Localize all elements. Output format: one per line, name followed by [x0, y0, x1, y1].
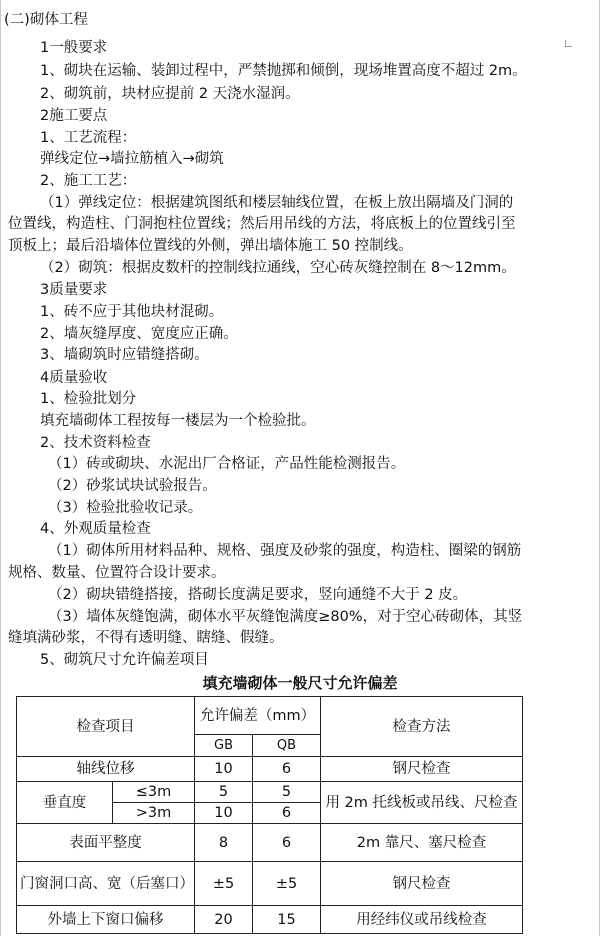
cell-qb: 6 [253, 824, 321, 862]
text-line: 2施工要点 [40, 108, 108, 124]
cell-method: 钢尺检查 [321, 757, 523, 782]
text-line: 缝填满砂浆，不得有透明缝、瞎缝、假缝。 [8, 630, 284, 646]
text-line: 1、砌块在运输、装卸过程中，严禁抛掷和倾倒，现场堆置高度不超过 2m。 [40, 63, 527, 79]
text-line: （3）检验批验收记录。 [48, 500, 203, 516]
header-gb: GB [195, 735, 253, 757]
cell-qb: 15 [253, 906, 321, 934]
text-line: 1、检验批划分 [40, 391, 137, 407]
cell-gb: 20 [195, 906, 253, 934]
cell-item: 门窗洞口高、宽（后塞口） [17, 862, 195, 906]
text-line: 2、砌筑前，块材应提前 2 天浇水湿润。 [40, 86, 300, 102]
text-line: 1一般要求 [40, 40, 108, 56]
text-line: 3、墙砌筑时应错缝搭砌。 [40, 347, 209, 363]
text-line: （2）砌块错缝搭接，搭砌长度满足要求，竖向通缝不大于 2 皮。 [48, 587, 468, 603]
cell-method: 用经纬仪或吊线检查 [321, 906, 523, 934]
cell-qb: 6 [253, 757, 321, 782]
text-line: （1）弹线定位：根据建筑图纸和楼层轴线位置，在板上放出隔墙及门洞的 [40, 195, 514, 211]
cell-gb: 10 [195, 757, 253, 782]
text-line: 顶板上；最后沿墙体位置线的外侧，弹出墙体施工 50 控制线。 [8, 238, 413, 254]
text-line: （3）墙体灰缝饱满，砌体水平灰缝饱满度≥80%，对于空心砖砌体，其竖 [48, 609, 523, 625]
text-line: 5、砌筑尺寸允许偏差项目 [40, 652, 209, 668]
header-item: 检查项目 [17, 697, 195, 757]
cell-gb: 5 [195, 782, 253, 803]
cell-subitem: >3m [113, 803, 195, 824]
cell-qb: 6 [253, 803, 321, 824]
text-line: 规格、数量、位置符合设计要求。 [8, 565, 226, 581]
cell-subitem: ≤3m [113, 782, 195, 803]
table-header-row [17, 697, 523, 735]
table-row [17, 906, 523, 934]
cell-method: 用 2m 托线板或吊线、尺检查 [321, 782, 523, 824]
section-title: (二)砌体工程 [4, 12, 88, 28]
header-qb: QB [253, 735, 321, 757]
table-row [17, 782, 523, 803]
cell-gb: 10 [195, 803, 253, 824]
text-line: 1、工艺流程： [40, 130, 137, 146]
table-row [17, 824, 523, 862]
text-line: （2）砂浆试块试验报告。 [48, 478, 217, 494]
text-line: （1）砌体所用材料品种、规格、强度及砂浆的强度，构造柱、圈梁的钢筋 [48, 543, 522, 559]
table-title: 填充墙砌体一般尺寸允许偏差 [202, 674, 398, 692]
text-line: （2）砌筑：根据皮数杆的控制线拉通线，空心砖灰缝控制在 8～12mm。 [40, 260, 516, 276]
text-line: 4、外观质量检查 [40, 521, 151, 537]
cell-qb: ±5 [253, 862, 321, 906]
cell-item: 表面平整度 [17, 824, 195, 862]
cell-method: 钢尺检查 [321, 862, 523, 906]
text-line: 2、技术资料检查 [40, 435, 151, 451]
text-line: 4质量验收 [40, 370, 108, 386]
margin-corner-mark [565, 40, 572, 47]
header-method: 检查方法 [321, 697, 523, 757]
table-row [17, 862, 523, 906]
header-tolerance: 允许偏差（mm） [195, 697, 321, 735]
cell-item: 垂直度 [17, 782, 113, 824]
cell-item: 外墙上下窗口偏移 [17, 906, 195, 934]
text-line: 2、墙灰缝厚度、宽度应正确。 [40, 326, 238, 342]
cell-qb: 5 [253, 782, 321, 803]
text-line: （1）砖或砌块、水泥出厂合格证，产品性能检测报告。 [48, 456, 406, 472]
text-line: 3质量要求 [40, 282, 108, 298]
text-line: 弹线定位→墙拉筋植入→砌筑 [40, 151, 224, 167]
text-line: 填充墙砌体工程按每一楼层为一个检验批。 [40, 413, 316, 429]
cell-gb: 8 [195, 824, 253, 862]
text-line: 2、施工工艺： [40, 173, 137, 189]
text-line: 位置线，构造柱、门洞抱柱位置线；然后用吊线的方法，将底板上的位置线引至 [8, 216, 516, 232]
table-row [17, 757, 523, 782]
tolerance-table [16, 696, 523, 934]
cell-gb: ±5 [195, 862, 253, 906]
cell-method: 2m 靠尺、塞尺检查 [321, 824, 523, 862]
text-line: 1、砖不应于其他块材混砌。 [40, 304, 224, 320]
cell-item: 轴线位移 [17, 757, 195, 782]
